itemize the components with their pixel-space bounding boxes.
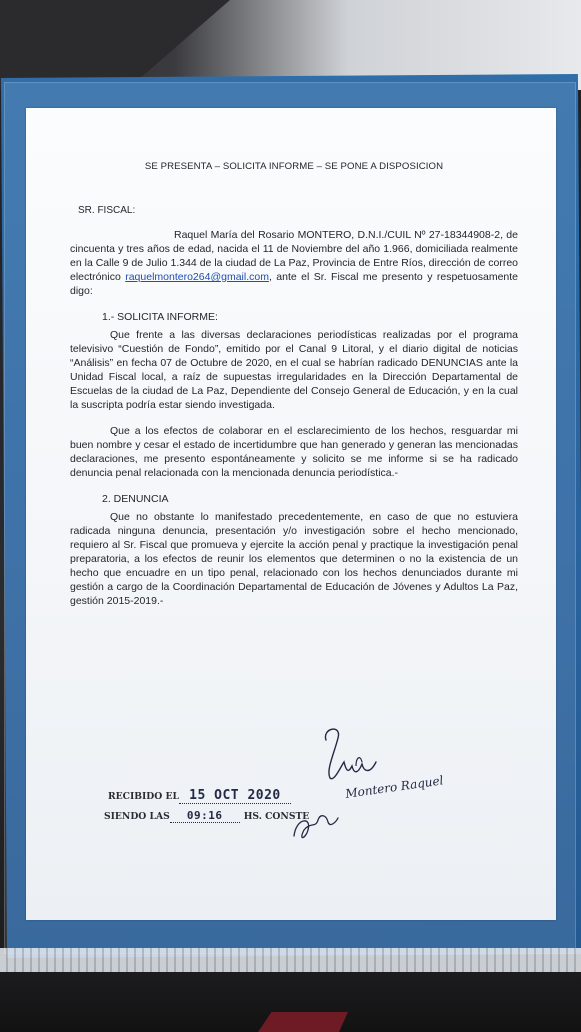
signature-name: Montero Raquel: [344, 773, 445, 801]
received-stamp-line: [108, 788, 291, 804]
intro-text: Raquel María del Rosario MONTERO, D.N.I./CUIL Nº 27-18344908-2, de cincuenta y tres años de edad, nacida el 11 de Noviembre del año 1.966, domiciliada realmente en la Calle 9 de Julio 1.344 de la ciudad de La Paz, Provincia de Entre Ríos, dirección de correo electrónico: [70, 229, 518, 283]
background-red-object: [258, 1012, 348, 1032]
addressee: SR. FISCAL:: [78, 205, 136, 216]
time-label: SIENDO LAS: [104, 811, 170, 822]
intro-paragraph: [70, 228, 518, 298]
binder-edge: [0, 948, 581, 972]
time-field: [170, 809, 240, 823]
section-2-heading: 2. DENUNCIA: [102, 493, 169, 505]
document-body: [70, 160, 518, 608]
reception-stamp-area: [26, 708, 556, 868]
spacer: [70, 412, 518, 424]
email-link[interactable]: raquelmontero264@gmail.com: [125, 271, 269, 283]
time-value: 09:16: [186, 809, 223, 822]
received-date: 15 OCT 2020: [189, 788, 281, 803]
time-stamp-line: [104, 809, 309, 823]
section-1-paragraph-1: Que frente a las diversas declaraciones periodísticas realizadas por el programa televisivo “Cuestión de Fondo”, emitido por el Canal 9 Litoral, y el diario digital de noticias “Análisis” en fecha 07 de Octubre de 2020, en el cual se habrían radicado DENUNCIAS ante la Unidad Fiscal local, a raíz de supuestas irregularidades en la Dirección Departamental de Escuelas de la ciudad de La Paz, Dependiente del Consejo General de Educación, y en la cual la suscripta podría estar siendo investigada.: [70, 329, 518, 411]
received-date-field: [179, 788, 291, 804]
intro-closing: , ante el Sr. Fiscal me presento y respetuosamente digo:: [70, 271, 519, 297]
section-2-paragraph: Que no obstante lo manifestado precedentemente, en caso de que no estuviera radicada ninguna denuncia, presentación y/o investigación sobre el hecho mencionado, requiero al Sr. Fiscal que promueva y ejercite la acción penal y practique la investigación penal preparatoria, a los efectos de reunir los elementos que determinen o no la existencia de un hecho que encuadre en un tipo penal, relacionado con los hechos denunciados durante mi gestión a cargo de la Coordinación Departamental de Educación de Jóvenes y Adultos La Paz, gestión 2015-2019.-: [70, 511, 518, 607]
received-label: RECIBIDO EL: [108, 791, 179, 802]
handwritten-signature: [286, 718, 476, 848]
section-1-heading: 1.- SOLICITA INFORME:: [102, 311, 218, 323]
document-title: SE PRESENTA – SOLICITA INFORME – SE PONE A DISPOSICION: [144, 161, 444, 172]
section-1-paragraph-2: Que a los efectos de colaborar en el esclarecimiento de los hechos, resguardar mi buen nombre y cesar el estado de incertidumbre que han generado y generan las mencionadas declaraciones, me presento espontáneamente y solicito se me informe si se ha radicado denuncia penal relacionada con la mencionada denuncia periodística.-: [70, 425, 518, 479]
hs-label: HS. CONSTE: [243, 811, 310, 822]
document-page: [26, 108, 556, 920]
